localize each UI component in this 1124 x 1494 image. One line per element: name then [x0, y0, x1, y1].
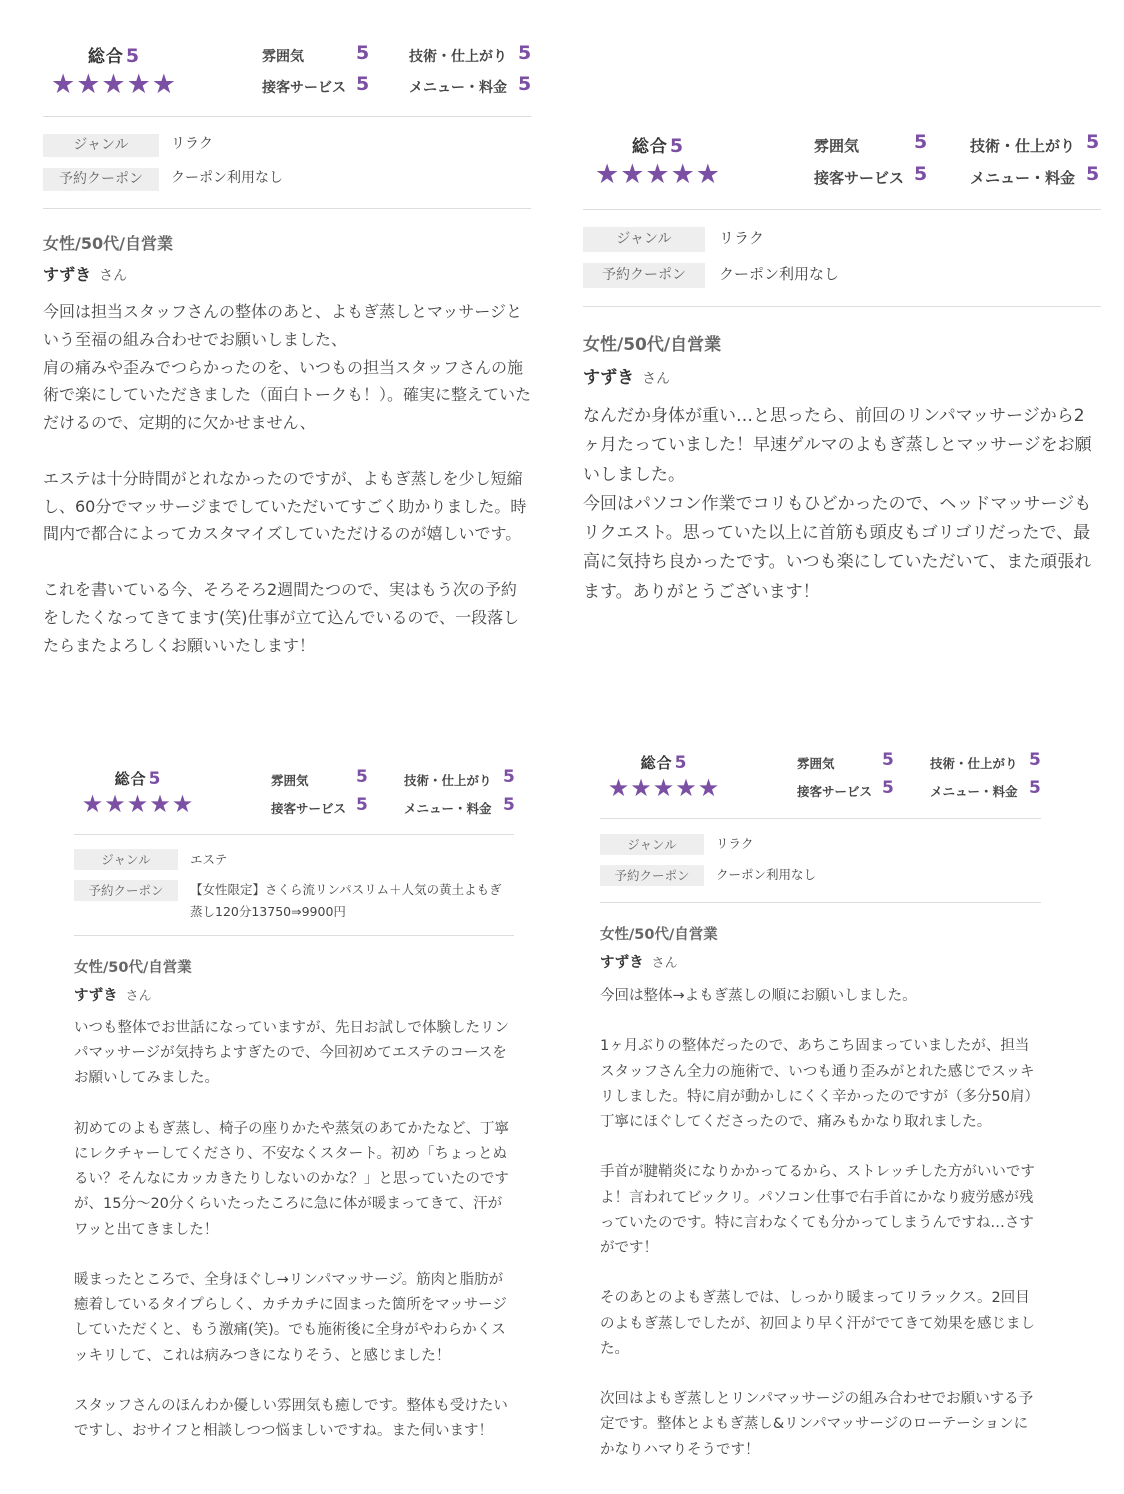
service-label: 接客サービス — [262, 80, 346, 96]
reviewer-profile: 女性/50代/自営業 — [583, 335, 722, 355]
service-label: 接客サービス — [271, 801, 347, 816]
divider — [600, 818, 1041, 819]
review-card-4 — [600, 750, 1041, 1458]
coupon-value: クーポン利用なし — [171, 170, 283, 186]
ratings-block — [583, 132, 1101, 196]
atmosphere-score: 5 — [914, 131, 928, 153]
overall-rating — [600, 752, 728, 801]
menu-price-label: メニュー・料金 — [409, 80, 507, 96]
atmosphere-rating — [271, 767, 368, 789]
reviewer-profile: 女性/50代/自営業 — [74, 960, 192, 976]
honorific: さん — [99, 268, 128, 284]
service-rating — [814, 163, 928, 188]
service-rating — [262, 73, 370, 97]
genre-label: ジャンル — [600, 834, 704, 855]
menu-price-label: メニュー・料金 — [970, 169, 1076, 187]
coupon-label: 予約クーポン — [74, 880, 178, 901]
reviewer-name-text: すずき — [600, 955, 644, 971]
genre-value: リラク — [171, 136, 213, 152]
divider — [43, 116, 531, 117]
review-card-1 — [43, 42, 532, 655]
atmosphere-rating — [814, 131, 928, 156]
service-score: 5 — [914, 163, 928, 185]
review-body: 今回は整体→よもぎ蒸しの順にお願いしました。 1ヶ月ぶりの整体だったので、あちこち固まっていましたが、担当スタッフさん全力の施術で、いつも通り歪みがとれた感じでスッキリしました。特に肩が動かしにくく辛かったのですが（多分50肩）丁寧にほぐしてくださったので、痛みもかなり取れました。 手首が腱鞘炎になりかかってるから、ストレッチした方がいいですよ！言われてビックリ。パソコン仕事で右手首にかなり疲労感が残っていたのです。特に言わなくても分かってしまうんですね…さすがです！ そのあとのよもぎ蒸しでは、しっかり暖まってリラックス。2回目のよもぎ蒸しでしたが、初回より早く汗がでてきて効果を感じました。 次回はよもぎ蒸しとリンパマッサージの組み合わせでお願いする予定です。整体とよもぎ蒸し&リンパマッサージのローテーションにかなりハマりそうです！ — [600, 988, 1039, 1458]
coupon-value: 【女性限定】さくら流リンパスリム＋人気の黄土よもぎ蒸し120分13750⇒9900円 — [190, 882, 502, 919]
menu-price-label: メニュー・料金 — [930, 784, 1018, 799]
overall-rating — [74, 768, 202, 817]
ratings-block — [74, 768, 514, 832]
menu-price-score: 5 — [518, 73, 532, 95]
genre-label: ジャンル — [583, 227, 705, 252]
review-body: いつも整体でお世話になっていますが、先日お試しで体験したリンパマッサージが気持ちよすぎたので、今回初めてエステのコースをお願いしてみました。 初めてのよもぎ蒸し、椅子の座りかたや蒸気のあてかたなど、丁寧にレクチャーしてくださり、不安なくスタート。初め「ちょっとぬるい？そんなにカッカきたりしないのかな？」と思っていたのですが、15分〜20分くらいたったころに急に体が暖まってきて、汗がワッと出てきました！ 暖まったところで、全身ほぐし→リンパマッサージ。筋肉と脂肪が癒着しているタイプらしく、カチカチに固まった箇所をマッサージしていただくと、もう激痛(笑)。でも施術後に全身がやわらかくスッキリして、これは病みつきになりそう、と感じました！ スタッフさんのほんわか優しい雰囲気も癒しです。整体も受けたいですし、おサイフと相談しつつ悩ましいですね。また伺います！ — [74, 1020, 509, 1440]
service-label: 接客サービス — [814, 169, 905, 187]
menu-price-rating — [930, 778, 1041, 800]
coupon-label: 予約クーポン — [600, 865, 704, 886]
technique-label: 技術・仕上がり — [404, 773, 492, 788]
service-score: 5 — [356, 73, 370, 95]
technique-score: 5 — [503, 767, 515, 787]
divider — [583, 209, 1101, 210]
overall-score: 5 — [669, 135, 685, 157]
honorific: さん — [642, 371, 671, 387]
menu-price-score: 5 — [1029, 778, 1041, 798]
overall-score: 5 — [674, 753, 688, 773]
genre-label: ジャンル — [43, 134, 159, 157]
technique-score: 5 — [518, 42, 532, 64]
ratings-block — [600, 752, 1041, 816]
divider — [74, 834, 514, 835]
atmosphere-label: 雰囲気 — [271, 773, 309, 788]
coupon-label: 予約クーポン — [583, 263, 705, 288]
menu-price-score: 5 — [503, 795, 515, 815]
reviewer-name — [74, 984, 152, 1005]
ratings-block — [43, 42, 531, 106]
genre-label: ジャンル — [74, 849, 178, 870]
atmosphere-score: 5 — [356, 767, 368, 787]
reviewer-name-text: すずき — [43, 265, 92, 284]
genre-value: エステ — [190, 852, 228, 867]
atmosphere-label: 雰囲気 — [797, 756, 835, 771]
technique-label: 技術・仕上がり — [409, 49, 507, 65]
technique-score: 5 — [1086, 131, 1100, 153]
atmosphere-rating — [262, 42, 370, 66]
overall-score: 5 — [148, 769, 162, 789]
reviewer-profile: 女性/50代/自営業 — [600, 927, 718, 943]
technique-rating — [404, 767, 515, 789]
overall-score: 5 — [125, 45, 141, 67]
genre-value: リラク — [716, 836, 754, 851]
service-label: 接客サービス — [797, 784, 873, 799]
divider — [74, 935, 514, 936]
technique-rating — [930, 750, 1041, 772]
menu-price-label: メニュー・料金 — [404, 801, 492, 816]
atmosphere-score: 5 — [882, 750, 894, 770]
reviewer-profile: 女性/50代/自営業 — [43, 234, 173, 253]
technique-rating — [409, 42, 532, 66]
star-rating-icon: ★★★★★ — [607, 774, 721, 802]
menu-price-rating — [409, 73, 532, 97]
menu-price-rating — [404, 795, 515, 817]
overall-rating — [583, 132, 733, 189]
atmosphere-label: 雰囲気 — [262, 49, 304, 65]
reviewer-name — [583, 363, 670, 388]
atmosphere-label: 雰囲気 — [814, 137, 860, 155]
reviewer-name — [600, 951, 678, 972]
overall-label: 総合 — [87, 47, 124, 67]
star-rating-icon: ★★★★★ — [594, 159, 722, 190]
honorific: さん — [125, 989, 152, 1004]
star-rating-icon: ★★★★★ — [81, 790, 195, 818]
technique-score: 5 — [1029, 750, 1041, 770]
review-body: 今回は担当スタッフさんの整体のあと、よもぎ蒸しとマッサージという至福の組み合わせでお願いしました、 肩の痛みや歪みでつらかったのを、いつもの担当スタッフさんの施術で楽にしていただきました（面白トークも！）。確実に整えていただけるので、定期的に欠かせません、 エステは十分時間がとれなかったのですが、よもぎ蒸しを少し短縮し、60分でマッサージまでしていただいてすごく助かりました。時間内で都合によってカスタマイズしていただけるのが嬉しいです。 これを書いている今、そろそろ2週間たつので、実はもう次の予約をしたくなってきてます(笑)仕事が立て込んでいるので、一段落したらまたよろしくお願いいたします！ — [43, 302, 532, 655]
divider — [43, 208, 531, 209]
review-body: なんだか身体が重い…と思ったら、前回のリンパマッサージから2ヶ月たっていました！早速ゲルマのよもぎ蒸しとマッサージをお願いしました。 今回はパソコン作業でコリもひどかったので、ヘッドマッサージもリクエスト。思っていた以上に首筋も頭皮もゴリゴリだったで、最高に気持ち良かったです。いつも楽にしていただいて、また頑張れます。ありがとうございます！ — [583, 406, 1092, 602]
atmosphere-score: 5 — [356, 42, 370, 64]
divider — [600, 902, 1041, 903]
service-score: 5 — [356, 795, 368, 815]
technique-label: 技術・仕上がり — [970, 137, 1076, 155]
service-rating — [271, 795, 368, 817]
overall-label: 総合 — [631, 137, 668, 157]
review-card-2 — [583, 131, 1101, 602]
reviewer-name — [43, 262, 127, 285]
divider — [583, 306, 1101, 307]
technique-rating — [970, 131, 1100, 156]
overall-label: 総合 — [114, 770, 147, 788]
coupon-label: 予約クーポン — [43, 168, 159, 191]
coupon-value: クーポン利用なし — [716, 867, 817, 882]
overall-rating — [43, 42, 185, 99]
menu-price-score: 5 — [1086, 163, 1100, 185]
star-rating-icon: ★★★★★ — [50, 69, 178, 100]
reviewer-name-text: すずき — [583, 368, 635, 388]
service-rating — [797, 778, 894, 800]
menu-price-rating — [970, 163, 1100, 188]
review-card-3 — [74, 767, 515, 1440]
service-score: 5 — [882, 778, 894, 798]
reviewer-name-text: すずき — [74, 988, 118, 1004]
genre-value: リラク — [719, 229, 765, 247]
overall-label: 総合 — [640, 754, 673, 772]
honorific: さん — [651, 956, 678, 971]
atmosphere-rating — [797, 750, 894, 772]
technique-label: 技術・仕上がり — [930, 756, 1018, 771]
coupon-value: クーポン利用なし — [719, 265, 840, 283]
